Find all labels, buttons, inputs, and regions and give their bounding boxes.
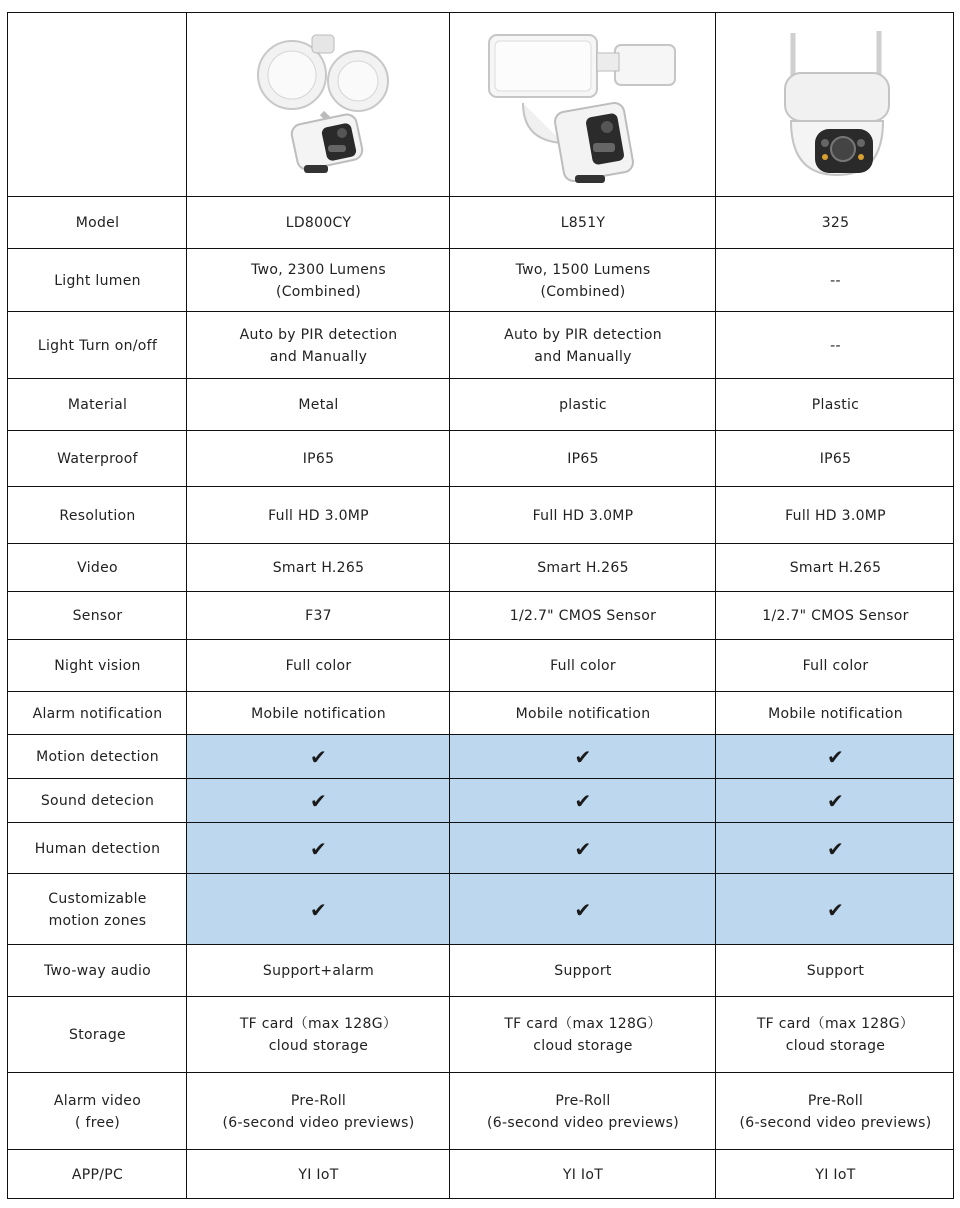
row-label: Sensor [72, 608, 123, 624]
table-cell: Plastic [811, 397, 860, 413]
check-icon: ✔ [826, 836, 845, 861]
check-icon: ✔ [309, 745, 328, 769]
row-label: Human detection [34, 840, 161, 857]
table-cell: Full HD 3.0MP [268, 507, 369, 524]
floodlight-camera-dual-panel-lights-image [483, 23, 683, 188]
table-cell: Support [806, 963, 865, 979]
table-cell: Mobile notification [515, 705, 651, 722]
table-cell: Full HD 3.0MP [785, 507, 886, 524]
table-cell: Auto by PIR detection and Manually [504, 326, 662, 365]
row-label: Resolution [59, 507, 136, 524]
row-label: Alarm notification [32, 705, 163, 722]
row-label: Sound detecion [40, 793, 155, 809]
table-cell: Metal [298, 397, 339, 413]
table-cell: TF card（max 128G） cloud storage [239, 1016, 398, 1054]
check-icon: ✔ [574, 897, 592, 922]
row-label: Video [77, 560, 118, 576]
table-cell: Support+alarm [262, 963, 375, 979]
row-label: Two-way audio [43, 963, 152, 979]
table-cell: 1/2.7" CMOS Sensor [762, 608, 909, 624]
table-cell: Smart H.265 [537, 560, 629, 576]
row-label: Light Turn on/off [37, 337, 158, 354]
table-cell: Pre-Roll (6-second video previews) [487, 1092, 679, 1131]
ptz-wifi-dome-camera-image [771, 25, 901, 185]
table-cell: F37 [305, 608, 332, 624]
table-cell: Full color [802, 658, 869, 674]
table-cell: IP65 [302, 451, 335, 467]
check-icon: ✔ [574, 836, 592, 861]
row-label: Night vision [54, 658, 141, 674]
table-cell: YI IoT [562, 1167, 604, 1183]
product-image-325 [716, 13, 955, 197]
check-icon: ✔ [826, 897, 845, 922]
product-image-l851y [450, 13, 716, 197]
floodlight-camera-dual-round-lights-image [234, 25, 404, 185]
row-label: Motion detection [36, 749, 159, 765]
table-cell: Full color [285, 658, 352, 674]
check-icon: ✔ [574, 789, 592, 813]
table-cell: YI IoT [815, 1167, 856, 1183]
row-label: Model [75, 215, 120, 231]
check-icon: ✔ [826, 745, 845, 769]
table-cell: 325 [821, 215, 850, 231]
check-icon: ✔ [574, 745, 592, 769]
table-cell: Support [554, 963, 612, 979]
table-cell: -- [830, 272, 841, 289]
table-cell: Pre-Roll (6-second video previews) [739, 1092, 932, 1131]
row-label: Waterproof [57, 451, 138, 467]
row-label: Storage [69, 1027, 126, 1043]
row-label: Light lumen [54, 272, 141, 289]
table-cell: Smart H.265 [789, 560, 882, 576]
row-label: Customizable motion zones [48, 890, 147, 929]
table-cell: IP65 [567, 451, 599, 467]
table-cell: Pre-Roll (6-second video previews) [222, 1092, 415, 1131]
table-cell: 1/2.7" CMOS Sensor [509, 608, 657, 624]
table-cell: YI IoT [298, 1167, 339, 1183]
comparison-table [7, 12, 954, 1199]
table-cell: L851Y [560, 215, 606, 231]
table-cell: TF card（max 128G） cloud storage [756, 1016, 915, 1054]
table-cell: Two, 2300 Lumens (Combined) [251, 261, 386, 300]
table-cell: Full color [550, 658, 616, 674]
table-cell: LD800CY [285, 215, 352, 231]
table-cell: Two, 1500 Lumens (Combined) [515, 261, 651, 300]
check-icon: ✔ [826, 789, 845, 813]
table-cell: Auto by PIR detection and Manually [239, 326, 398, 365]
check-icon: ✔ [309, 897, 328, 922]
table-cell: Smart H.265 [272, 560, 365, 576]
table-cell: Mobile notification [768, 705, 903, 722]
table-cell: Mobile notification [251, 705, 386, 722]
table-cell: Full HD 3.0MP [532, 507, 634, 524]
check-icon: ✔ [309, 789, 328, 813]
check-icon: ✔ [309, 836, 328, 861]
row-label: APP/PC [71, 1167, 124, 1183]
table-cell: -- [830, 337, 841, 354]
table-cell: IP65 [819, 451, 852, 467]
table-cell: plastic [559, 397, 607, 413]
table-cell: TF card（max 128G） cloud storage [504, 1016, 662, 1054]
product-image-ld800cy [187, 13, 450, 197]
row-label: Alarm video ( free) [53, 1092, 142, 1131]
row-label: Material [67, 397, 128, 413]
